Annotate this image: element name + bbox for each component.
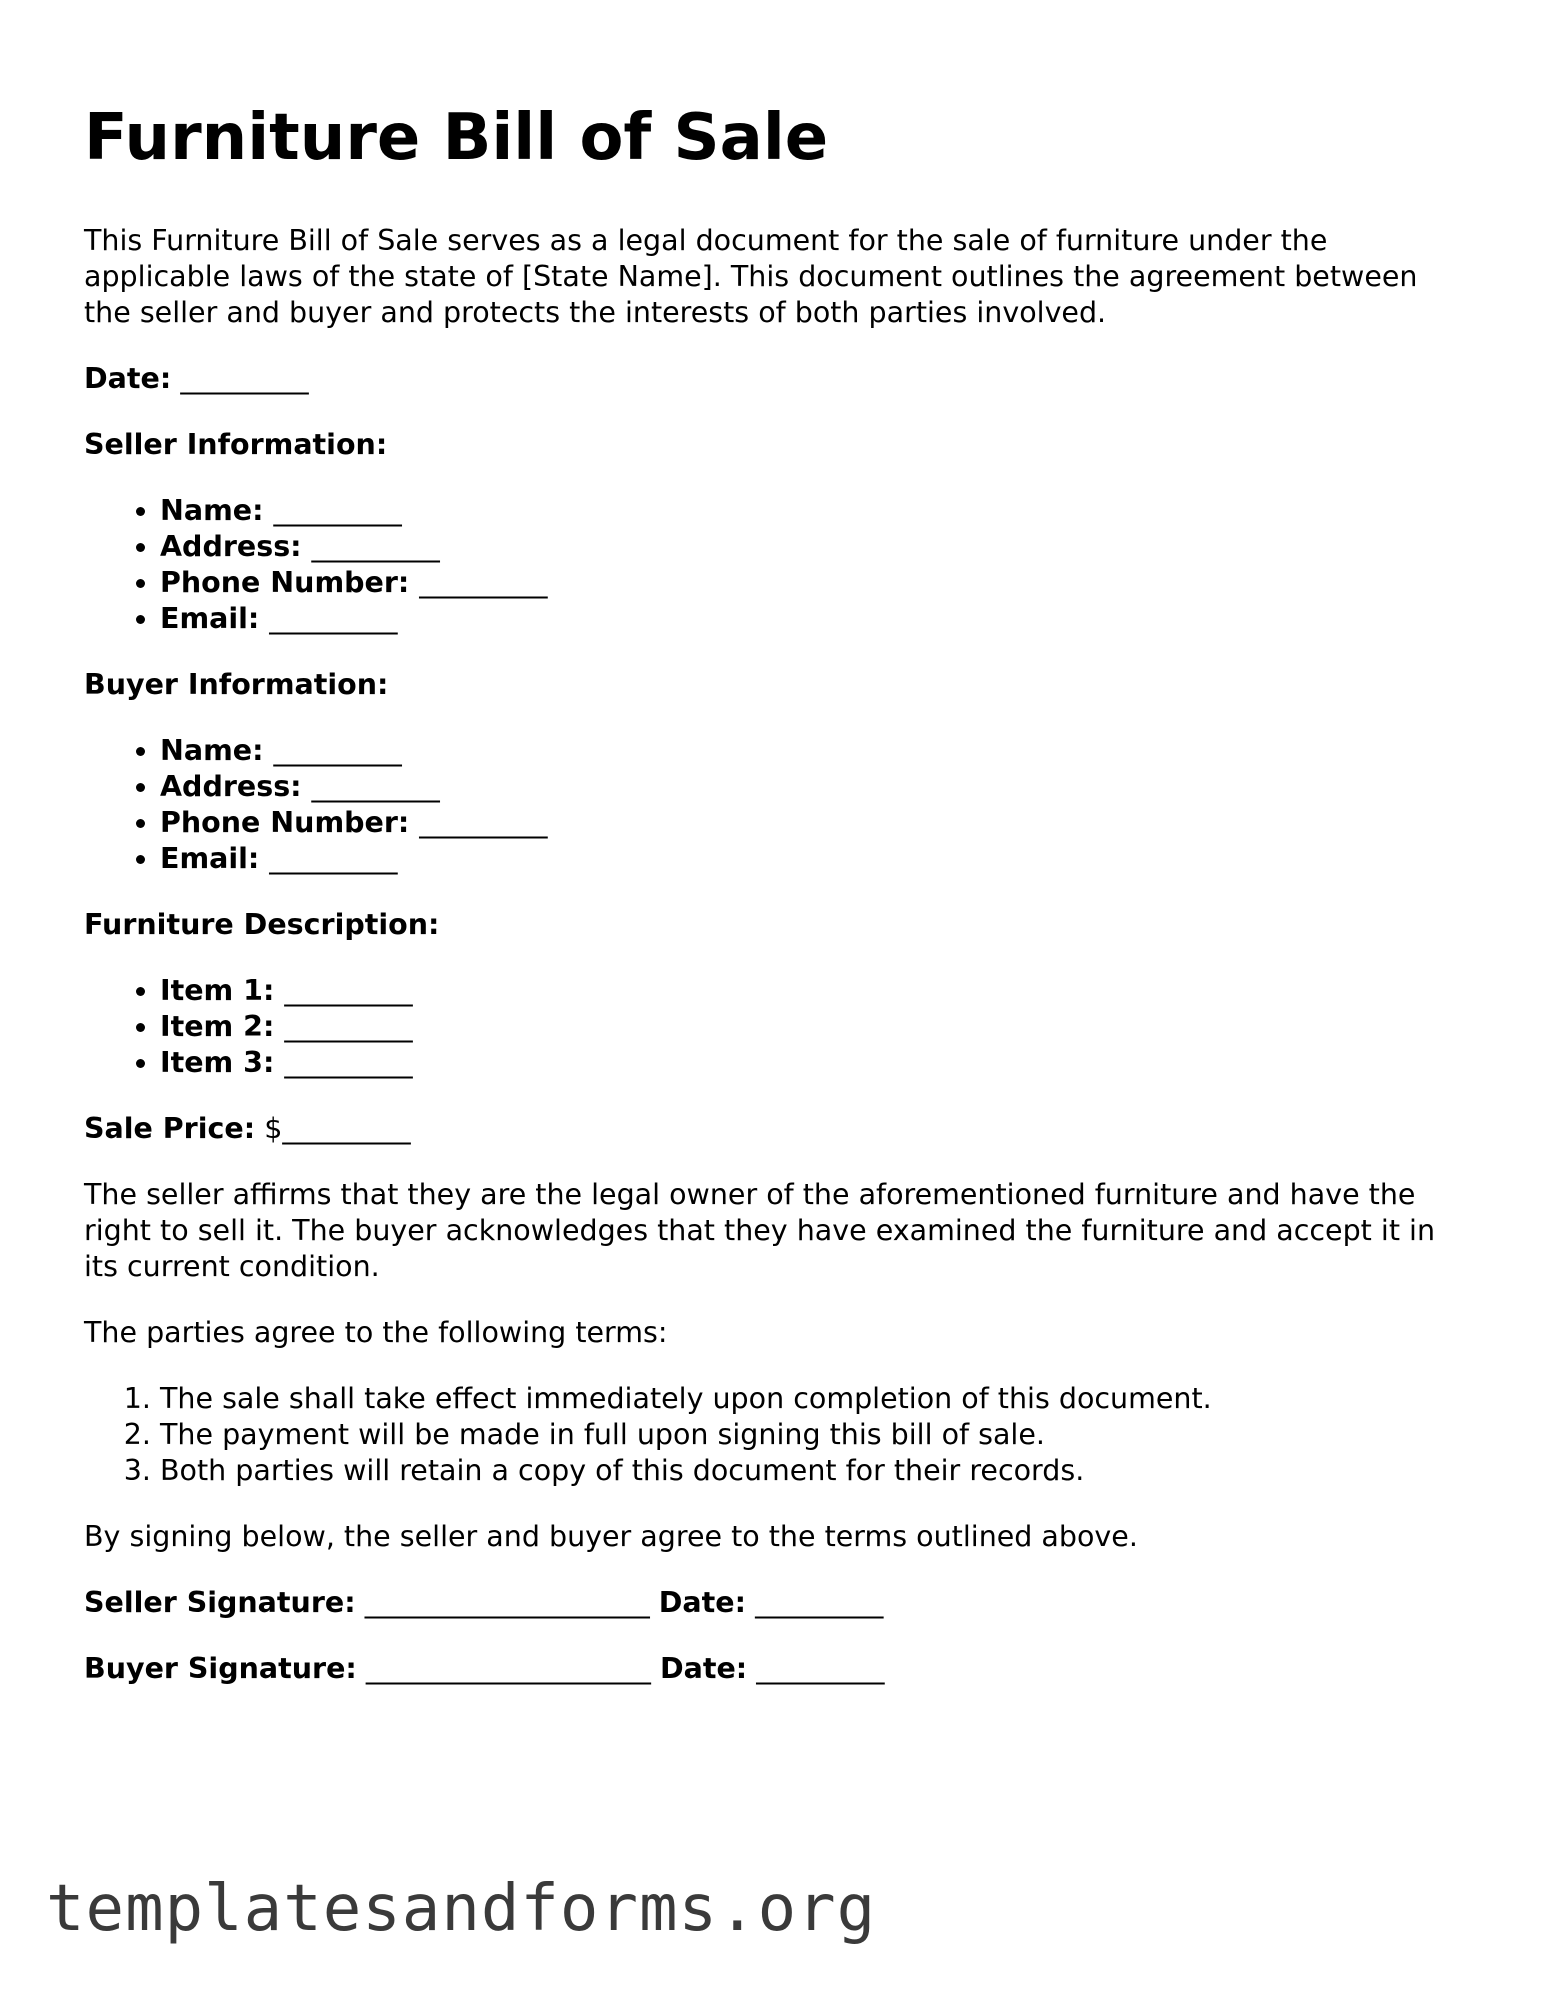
item-blank: _________ bbox=[284, 973, 413, 1007]
field-label: Name: bbox=[160, 493, 264, 527]
field-blank: _________ bbox=[311, 769, 440, 803]
field-label: Email: bbox=[160, 601, 260, 635]
furniture-heading: Furniture Description: bbox=[84, 907, 440, 941]
field-blank: _________ bbox=[311, 529, 440, 563]
field-label: Phone Number: bbox=[160, 565, 410, 599]
list-item bbox=[160, 565, 1464, 601]
list-item: 1. The sale shall take effect immediately upon completion of this document. bbox=[160, 1381, 1464, 1417]
sale-price-field bbox=[84, 1111, 1464, 1147]
buyer-signature-blank: ____________________ bbox=[365, 1651, 651, 1685]
sale-price-blank: $_________ bbox=[264, 1111, 411, 1145]
sale-price-label: Sale Price: bbox=[84, 1111, 256, 1145]
date-blank: _________ bbox=[180, 361, 309, 395]
furniture-items bbox=[84, 973, 1464, 1081]
buyer-signature-line bbox=[84, 1651, 1464, 1687]
field-label: Name: bbox=[160, 733, 264, 767]
seller-signature-line bbox=[84, 1585, 1464, 1621]
list-item bbox=[160, 769, 1464, 805]
seller-date-label: Date: bbox=[658, 1585, 746, 1619]
date-field bbox=[84, 361, 1464, 397]
field-blank: _________ bbox=[269, 841, 398, 875]
intro-paragraph: This Furniture Bill of Sale serves as a legal document for the sale of furniture under the applicable laws of the state of [State Name]. This document outlines the agreement between the seller and buyer and protects the interests of both parties involved. bbox=[84, 223, 1418, 329]
buyer-date-label: Date: bbox=[659, 1651, 748, 1685]
field-blank: _________ bbox=[273, 493, 402, 527]
closing-paragraph: By signing below, the seller and buyer agree to the terms outlined above. bbox=[84, 1519, 1138, 1553]
field-blank: _________ bbox=[269, 601, 398, 635]
list-item bbox=[160, 529, 1464, 565]
item-label: Item 3: bbox=[160, 1045, 275, 1079]
field-label: Address: bbox=[160, 769, 302, 803]
list-item bbox=[160, 733, 1464, 769]
list-item bbox=[160, 493, 1464, 529]
field-label: Phone Number: bbox=[160, 805, 410, 839]
watermark: templatesandforms.org bbox=[46, 1872, 877, 1946]
buyer-heading: Buyer Information: bbox=[84, 667, 389, 701]
field-blank: _________ bbox=[419, 805, 548, 839]
seller-fields bbox=[84, 493, 1464, 637]
list-item bbox=[160, 601, 1464, 637]
field-label: Address: bbox=[160, 529, 302, 563]
item-label: Item 1: bbox=[160, 973, 275, 1007]
item-blank: _________ bbox=[284, 1009, 413, 1043]
list-item bbox=[160, 1009, 1464, 1045]
date-label: Date: bbox=[84, 361, 172, 395]
field-blank: _________ bbox=[419, 565, 548, 599]
seller-signature-label: Seller Signature: bbox=[84, 1585, 356, 1619]
seller-heading: Seller Information: bbox=[84, 427, 388, 461]
terms-intro: The parties agree to the following terms: bbox=[84, 1315, 668, 1349]
document bbox=[84, 100, 1464, 1717]
list-item: 3. Both parties will retain a copy of this document for their records. bbox=[160, 1453, 1464, 1489]
list-item bbox=[160, 973, 1464, 1009]
field-blank: _________ bbox=[273, 733, 402, 767]
buyer-fields bbox=[84, 733, 1464, 877]
buyer-date-blank: _________ bbox=[756, 1651, 885, 1685]
terms-list bbox=[84, 1381, 1464, 1489]
buyer-signature-label: Buyer Signature: bbox=[84, 1651, 357, 1685]
list-item bbox=[160, 841, 1464, 877]
seller-date-blank: _________ bbox=[755, 1585, 884, 1619]
field-label: Email: bbox=[160, 841, 260, 875]
item-label: Item 2: bbox=[160, 1009, 275, 1043]
list-item: 2. The payment will be made in full upon signing this bill of sale. bbox=[160, 1417, 1464, 1453]
affirmation-paragraph: The seller affirms that they are the legal owner of the aforementioned furniture and have the right to sell it. The buyer acknowledges that they have examined the furniture and accept it in its current condition. bbox=[84, 1177, 1436, 1283]
list-item bbox=[160, 1045, 1464, 1081]
item-blank: _________ bbox=[284, 1045, 413, 1079]
page-title: Furniture Bill of Sale bbox=[84, 101, 829, 175]
seller-signature-blank: ____________________ bbox=[364, 1585, 650, 1619]
list-item bbox=[160, 805, 1464, 841]
